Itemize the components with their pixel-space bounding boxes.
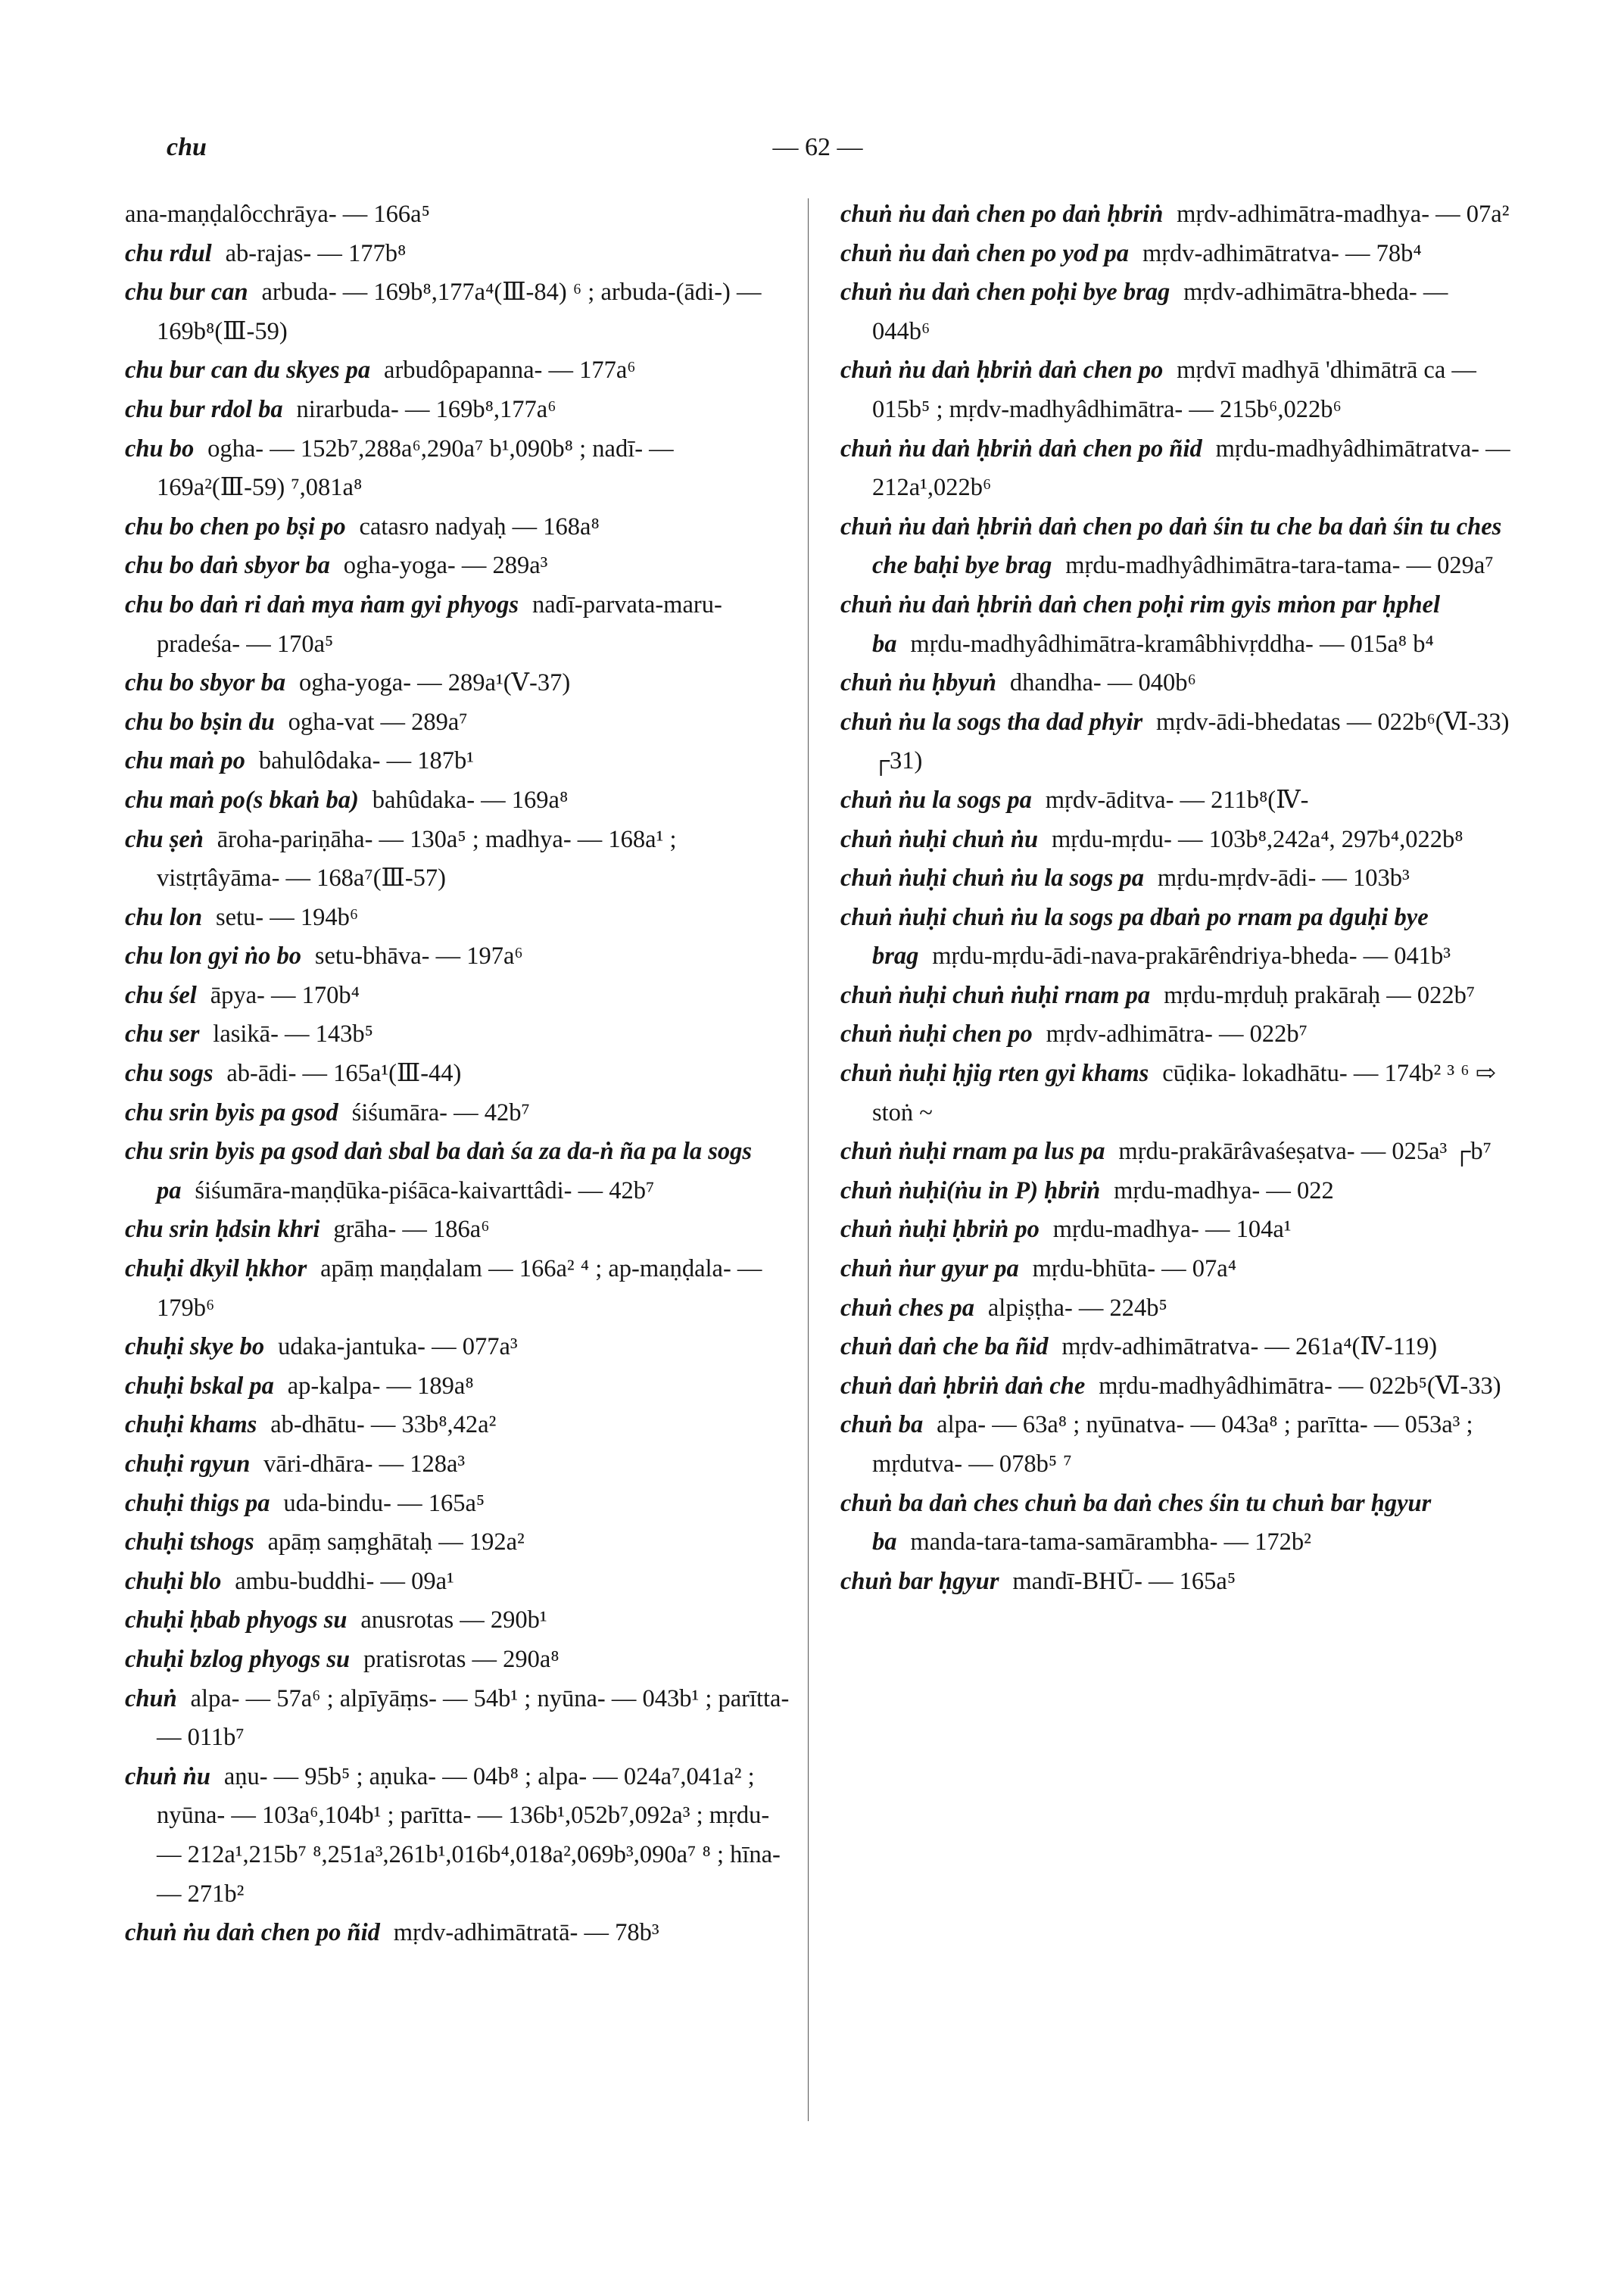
entry-headword: chu bur rdol ba xyxy=(125,395,283,423)
entry-headword: chu bo xyxy=(125,435,195,463)
entry-definition: cūḍika- lokadhātu- — 174b² ³ ⁶ ⇨ stoṅ ~ xyxy=(872,1060,1496,1126)
dictionary-entry xyxy=(125,1328,791,1367)
dictionary-entry xyxy=(125,235,791,274)
entry-headword: chuṅ ṅuḥi chuṅ ṅu la sogs pa dbaṅ po rnam pa dguḥi bye brag xyxy=(840,903,1429,970)
entry-definition: pratisrotas — 290a⁸ xyxy=(363,1645,560,1673)
entry-definition: setu-bhāva- — 197a⁶ xyxy=(314,942,523,970)
dictionary-entry xyxy=(840,899,1510,977)
dictionary-entry xyxy=(840,508,1510,586)
entry-headword: chu lon xyxy=(125,903,203,931)
entry-definition: mṛdv-ādi-bhedatas — 022b⁶(Ⅵ-33) ┌31) xyxy=(872,708,1510,775)
entry-definition: mṛdu-madhyâdhimātra-tara-tama- — 029a⁷ xyxy=(1065,552,1494,580)
entry-definition: catasro nadyaḥ — 168a⁸ xyxy=(359,512,600,541)
entry-headword: chuṅ ṅuḥi ḥbriṅ po xyxy=(840,1216,1040,1244)
dictionary-entry xyxy=(840,1210,1510,1250)
entry-headword: chuḥi bskal pa xyxy=(125,1372,274,1400)
dictionary-entry xyxy=(125,937,791,977)
dictionary-entry xyxy=(125,351,791,391)
dictionary-entry xyxy=(840,1289,1510,1329)
dictionary-entry xyxy=(840,586,1510,664)
entry-headword: chuṅ ṅu ḥbyuṅ xyxy=(840,669,996,697)
dictionary-entry xyxy=(840,1562,1510,1602)
entry-definition: bahûdaka- — 169a⁸ xyxy=(372,786,569,814)
dictionary-entry xyxy=(125,742,791,781)
entry-headword: chuḥi khams xyxy=(125,1411,257,1439)
dictionary-entry xyxy=(125,977,791,1016)
entry-definition: mṛdv-adhimātratā- — 78b³ xyxy=(393,1919,659,1947)
entry-headword: chuṅ ṅuḥi chen po xyxy=(840,1020,1033,1048)
entry-definition: ogha- — 152b⁷,288a⁶,290a⁷ b¹,090b⁸ ; nadī- — 169a²(Ⅲ-59) ⁷,081a⁸ xyxy=(157,435,674,502)
dictionary-entry xyxy=(125,664,791,703)
dictionary-entry xyxy=(125,1445,791,1485)
entry-headword: chu bo sbyor ba xyxy=(125,669,286,697)
entry-definition: nadī-parvata-maru-pradeśa- — 170a⁵ xyxy=(157,590,722,658)
entry-headword: chuṅ ṅuḥi chuṅ ṅu la sogs pa xyxy=(840,865,1145,893)
dictionary-entry xyxy=(840,1132,1510,1172)
entry-definition: mṛdu-mṛduḥ prakāraḥ — 022b⁷ xyxy=(1164,981,1476,1009)
entry-definition: mṛdu-madhyâdhimātratva- — 212a¹,022b⁶ xyxy=(872,435,1510,502)
dictionary-entry xyxy=(840,235,1510,274)
entry-headword: chu srin byis pa gsod daṅ sbal ba daṅ śa za da-ṅ ña pa la sogs pa xyxy=(125,1138,753,1204)
entry-definition: mṛdu-madhya- — 022 xyxy=(1114,1176,1334,1204)
entry-definition: apāṃ maṇḍalam — 166a² ⁴ ; ap-maṇḍala- — 179b⁶ xyxy=(157,1255,762,1322)
entry-headword: chuṅ ṅu daṅ ḥbriṅ daṅ chen po ñid xyxy=(840,435,1202,463)
dictionary-entry xyxy=(125,781,791,821)
entry-headword: chuḥi rgyun xyxy=(125,1450,251,1478)
entry-definition: nirarbuda- — 169b⁸,177a⁶ xyxy=(296,395,556,423)
entry-definition: ambu-buddhi- — 09a¹ xyxy=(235,1567,454,1595)
entry-definition: mandī-BHŪ- — 165a⁵ xyxy=(1012,1567,1236,1595)
entry-headword: chuṅ ṅu la sogs tha dad phyir xyxy=(840,708,1143,736)
entry-headword: chuṅ ba daṅ ches chuṅ ba daṅ ches śin tu chuṅ bar ḥgyur ba xyxy=(840,1489,1432,1556)
entry-definition: alpa- — 63a⁸ ; nyūnatva- — 043a⁸ ; parītta- — 053a³ ; mṛdutva- — 078b⁵ ⁷ xyxy=(872,1411,1473,1478)
entry-headword: chuṅ ṅu la sogs pa xyxy=(840,786,1032,814)
dictionary-entry xyxy=(840,821,1510,860)
entry-definition: ana-maṇḍalôcchrāya- — 166a⁵ xyxy=(125,201,430,228)
dictionary-entry xyxy=(125,586,791,664)
entry-headword: chuṅ ṅuḥi rnam pa lus pa xyxy=(840,1138,1105,1166)
dictionary-entry xyxy=(840,1406,1510,1484)
entry-definition: āroha-pariṇāha- — 130a⁵ ; madhya- — 168a¹ ; vistṛtâyāma- — 168a⁷(Ⅲ-57) xyxy=(157,825,677,893)
dictionary-entry xyxy=(125,703,791,743)
left-column xyxy=(125,195,791,1953)
entry-headword: chu śel xyxy=(125,981,197,1009)
entry-headword: chuṅ ṅu daṅ chen poḥi bye brag xyxy=(840,279,1170,307)
entry-definition: setu- — 194b⁶ xyxy=(215,903,359,931)
dictionary-entry xyxy=(125,1132,791,1210)
entry-headword: chuḥi blo xyxy=(125,1567,222,1595)
dictionary-entry xyxy=(840,1328,1510,1367)
dictionary-entry xyxy=(125,899,791,938)
entry-headword: chuṅ ṅuḥi chuṅ ṅuḥi rnam pa xyxy=(840,981,1151,1009)
column-divider xyxy=(808,198,809,2121)
entry-headword: chu srin byis pa gsod xyxy=(125,1098,338,1126)
entry-headword: chu maṅ po(s bkaṅ ba) xyxy=(125,786,359,814)
dictionary-entry xyxy=(840,1485,1510,1562)
dictionary-entry xyxy=(125,1640,791,1680)
entry-definition: anusrotas — 290b¹ xyxy=(360,1606,547,1634)
entry-definition: mṛdv-adhimātratva- — 78b⁴ xyxy=(1142,239,1422,267)
dictionary-entry xyxy=(840,977,1510,1016)
dictionary-entry xyxy=(840,781,1510,821)
entry-headword: chuṅ daṅ che ba ñid xyxy=(840,1333,1049,1361)
entry-definition: lasikā- — 143b⁵ xyxy=(213,1020,374,1048)
entry-headword: chuḥi skye bo xyxy=(125,1333,265,1361)
dictionary-entry xyxy=(840,430,1510,508)
entry-headword: chuḥi thigs pa xyxy=(125,1489,270,1517)
entry-headword: chuṅ ṅuḥi chuṅ ṅu xyxy=(840,825,1039,853)
entry-definition: mṛdu-mṛdu- — 103b⁸,242a⁴, 297b⁴,022b⁸ xyxy=(1051,825,1463,853)
dictionary-entry xyxy=(125,1601,791,1640)
entry-headword: chu bo daṅ sbyor ba xyxy=(125,552,330,580)
entry-headword: chuṅ ṅu daṅ ḥbriṅ daṅ chen poḥi rim gyis mṅon par ḥphel ba xyxy=(840,590,1440,658)
entry-headword: chuṅ ṅu daṅ chen po ñid xyxy=(125,1919,380,1947)
dictionary-entry xyxy=(840,195,1510,235)
entry-headword: chuṅ ṅu daṅ ḥbriṅ daṅ chen po daṅ śin tu che ba daṅ śin tu ches che baḥi bye brag xyxy=(840,512,1502,580)
dictionary-entry xyxy=(840,664,1510,703)
entry-headword: chuṅ ṅu daṅ chen po daṅ ḥbriṅ xyxy=(840,201,1164,228)
dictionary-entry xyxy=(125,821,791,899)
entry-definition: grāha- — 186a⁶ xyxy=(333,1216,490,1244)
entry-headword: chu maṅ po xyxy=(125,747,245,775)
entry-definition: ab-ādi- — 165a¹(Ⅲ-44) xyxy=(226,1060,462,1088)
dictionary-entry xyxy=(840,1367,1510,1407)
entry-headword: chuḥi tshogs xyxy=(125,1528,254,1556)
dictionary-entry xyxy=(125,1914,791,1953)
entry-definition: arbuda- — 169b⁸,177a⁴(Ⅲ-84) ⁶ ; arbuda-(ādi-) — 169b⁸(Ⅲ-59) xyxy=(157,279,762,345)
dictionary-entry xyxy=(125,1094,791,1133)
entry-headword: chuḥi bzlog phyogs su xyxy=(125,1645,351,1673)
entry-headword: chuṅ ṅur gyur pa xyxy=(840,1255,1019,1283)
entry-headword: chuṅ daṅ ḥbriṅ daṅ che xyxy=(840,1372,1086,1400)
entry-definition: ogha-yoga- — 289a¹(Ⅴ-37) xyxy=(299,669,571,697)
entry-definition: bahulôdaka- — 187b¹ xyxy=(258,747,474,775)
entry-definition: arbudôpapanna- — 177a⁶ xyxy=(384,357,636,385)
entry-definition: udaka-jantuka- — 077a³ xyxy=(278,1333,518,1361)
entry-definition: mṛdu-mṛdu-ādi-nava-prakārêndriya-bheda- — 041b³ xyxy=(932,942,1451,970)
entry-definition: mṛdv-adhimātra-bheda- — 044b⁶ xyxy=(872,279,1448,345)
dictionary-entry xyxy=(840,351,1510,429)
dictionary-entry xyxy=(125,430,791,508)
entry-definition: śiśumāra-maṇḍūka-piśāca-kaivarttâdi- — 42b⁷ xyxy=(195,1176,655,1204)
dictionary-entry xyxy=(125,1562,791,1602)
entry-headword: chuṅ ches pa xyxy=(840,1294,974,1322)
entry-headword: chu bur can xyxy=(125,279,248,307)
entry-definition: mṛdv-adhimātra- — 022b⁷ xyxy=(1046,1020,1308,1048)
entry-definition: alpa- — 57a⁶ ; alpīyāṃs- — 54b¹ ; nyūna- — 043b¹ ; parītta- — 011b⁷ xyxy=(157,1684,790,1752)
entry-definition: mṛdu-madhyâdhimātra- — 022b⁵(Ⅵ-33) xyxy=(1099,1372,1501,1400)
entry-headword: chuṅ ṅu daṅ ḥbriṅ daṅ chen po xyxy=(840,357,1164,385)
dictionary-entry xyxy=(840,1172,1510,1211)
right-column xyxy=(840,195,1510,1601)
dictionary-entry xyxy=(840,703,1510,781)
entry-definition: śiśumāra- — 42b⁷ xyxy=(351,1098,530,1126)
dictionary-entry xyxy=(125,273,791,351)
entry-headword: chu ṣeṅ xyxy=(125,825,204,853)
dictionary-entry xyxy=(840,1015,1510,1055)
dictionary-entry xyxy=(840,1055,1510,1132)
entry-definition: mṛdu-bhūta- — 07a⁴ xyxy=(1032,1255,1237,1283)
dictionary-entry xyxy=(125,195,791,235)
entry-headword: chuṅ ṅuḥi(ṅu in P) ḥbriṅ xyxy=(840,1176,1101,1204)
entry-definition: manda-tara-tama-samārambha- — 172b² xyxy=(910,1528,1311,1556)
dictionary-entry xyxy=(125,1523,791,1562)
dictionary-entry xyxy=(125,1210,791,1250)
entry-headword: chu srin ḥdsin khri xyxy=(125,1216,320,1244)
entry-definition: dhandha- — 040b⁶ xyxy=(1009,669,1196,697)
entry-definition: ap-kalpa- — 189a⁸ xyxy=(287,1372,474,1400)
dictionary-entry xyxy=(125,1367,791,1407)
entry-headword: chuṅ bar ḥgyur xyxy=(840,1567,999,1595)
entry-headword: chuṅ ba xyxy=(840,1411,924,1439)
dictionary-entry xyxy=(125,1055,791,1094)
entry-headword: chu bur can du skyes pa xyxy=(125,357,371,385)
dictionary-entry xyxy=(840,859,1510,899)
entry-headword: chuṅ ṅu xyxy=(125,1762,210,1790)
entry-headword: chu bo chen po bṣi po xyxy=(125,512,346,541)
entry-headword: chuṅ ṅuḥi ḥjig rten gyi khams xyxy=(840,1060,1149,1088)
entry-definition: ab-rajas- — 177b⁸ xyxy=(225,239,407,267)
entry-definition: mṛdv-adhimātra-madhya- — 07a² xyxy=(1177,201,1510,228)
dictionary-entry xyxy=(125,1250,791,1328)
entry-definition: mṛdu-mṛdv-ādi- — 103b³ xyxy=(1157,865,1410,893)
entry-definition: mṛdu-prakārâvaśeṣatva- — 025a³ ┌b⁷ xyxy=(1118,1138,1492,1166)
dictionary-entry xyxy=(125,1680,791,1758)
entry-headword: chu rdul xyxy=(125,239,212,267)
dictionary-entry xyxy=(125,1485,791,1524)
entry-definition: apāṃ saṃghātaḥ — 192a² xyxy=(267,1528,525,1556)
dictionary-entry xyxy=(840,273,1510,351)
entry-headword: chu sogs xyxy=(125,1060,214,1088)
page-header xyxy=(0,133,1624,179)
entry-definition: mṛdvī madhyā 'dhimātrā ca — 015b⁵ ; mṛdv-madhyâdhimātra- — 215b⁶,022b⁶ xyxy=(872,357,1476,423)
dictionary-entry xyxy=(125,1015,791,1055)
page-number: — 62 — xyxy=(772,133,863,161)
entry-definition: uda-bindu- — 165a⁵ xyxy=(283,1489,485,1517)
entry-definition: mṛdv-āditva- — 211b⁸(Ⅳ- xyxy=(1045,786,1309,814)
dictionary-entry xyxy=(125,508,791,547)
entry-definition: vāri-dhāra- — 128a³ xyxy=(263,1450,466,1478)
dictionary-entry xyxy=(125,547,791,586)
entry-definition: mṛdu-madhya- — 104a¹ xyxy=(1052,1216,1292,1244)
dictionary-entry xyxy=(125,1758,791,1914)
running-head: chu xyxy=(167,133,207,161)
entry-definition: alpiṣṭha- — 224b⁵ xyxy=(987,1294,1167,1322)
entry-headword: chu ser xyxy=(125,1020,200,1048)
entry-headword: chu lon gyi ṅo bo xyxy=(125,942,301,970)
entry-headword: chuḥi dkyil ḥkhor xyxy=(125,1255,307,1283)
dictionary-entry xyxy=(840,1250,1510,1289)
entry-definition: mṛdu-madhyâdhimātra-kramâbhivṛddha- — 015a⁸ b⁴ xyxy=(910,630,1434,658)
entry-definition: āpya- — 170b⁴ xyxy=(210,981,360,1009)
entry-definition: ogha-yoga- — 289a³ xyxy=(343,552,548,580)
entry-definition: ab-dhātu- — 33b⁸,42a² xyxy=(270,1411,497,1439)
entry-definition: aṇu- — 95b⁵ ; aṇuka- — 04b⁸ ; alpa- — 024a⁷,041a² ; nyūna- — 103a⁶,104b¹ ; parītta- — 136b¹,052b⁷,092a³ ; mṛdu- — 212a¹,215b⁷ ⁸,251a³,261b¹,016b⁴,018a²,069b³,090a⁷ ⁸ ; hīna- — 271b² xyxy=(157,1762,781,1908)
entry-headword: chuḥi ḥbab phyogs su xyxy=(125,1606,348,1634)
entry-definition: mṛdv-adhimātratva- — 261a⁴(Ⅳ-119) xyxy=(1061,1333,1438,1361)
dictionary-entry xyxy=(125,391,791,430)
entry-headword: chu bo bṣin du xyxy=(125,708,275,736)
entry-headword: chuṅ xyxy=(125,1684,177,1712)
dictionary-entry xyxy=(125,1406,791,1445)
entry-headword: chuṅ ṅu daṅ chen po yod pa xyxy=(840,239,1130,267)
entry-headword: chu bo daṅ ri daṅ mya ṅam gyi phyogs xyxy=(125,590,519,618)
entry-definition: ogha-vat — 289a⁷ xyxy=(288,708,468,736)
